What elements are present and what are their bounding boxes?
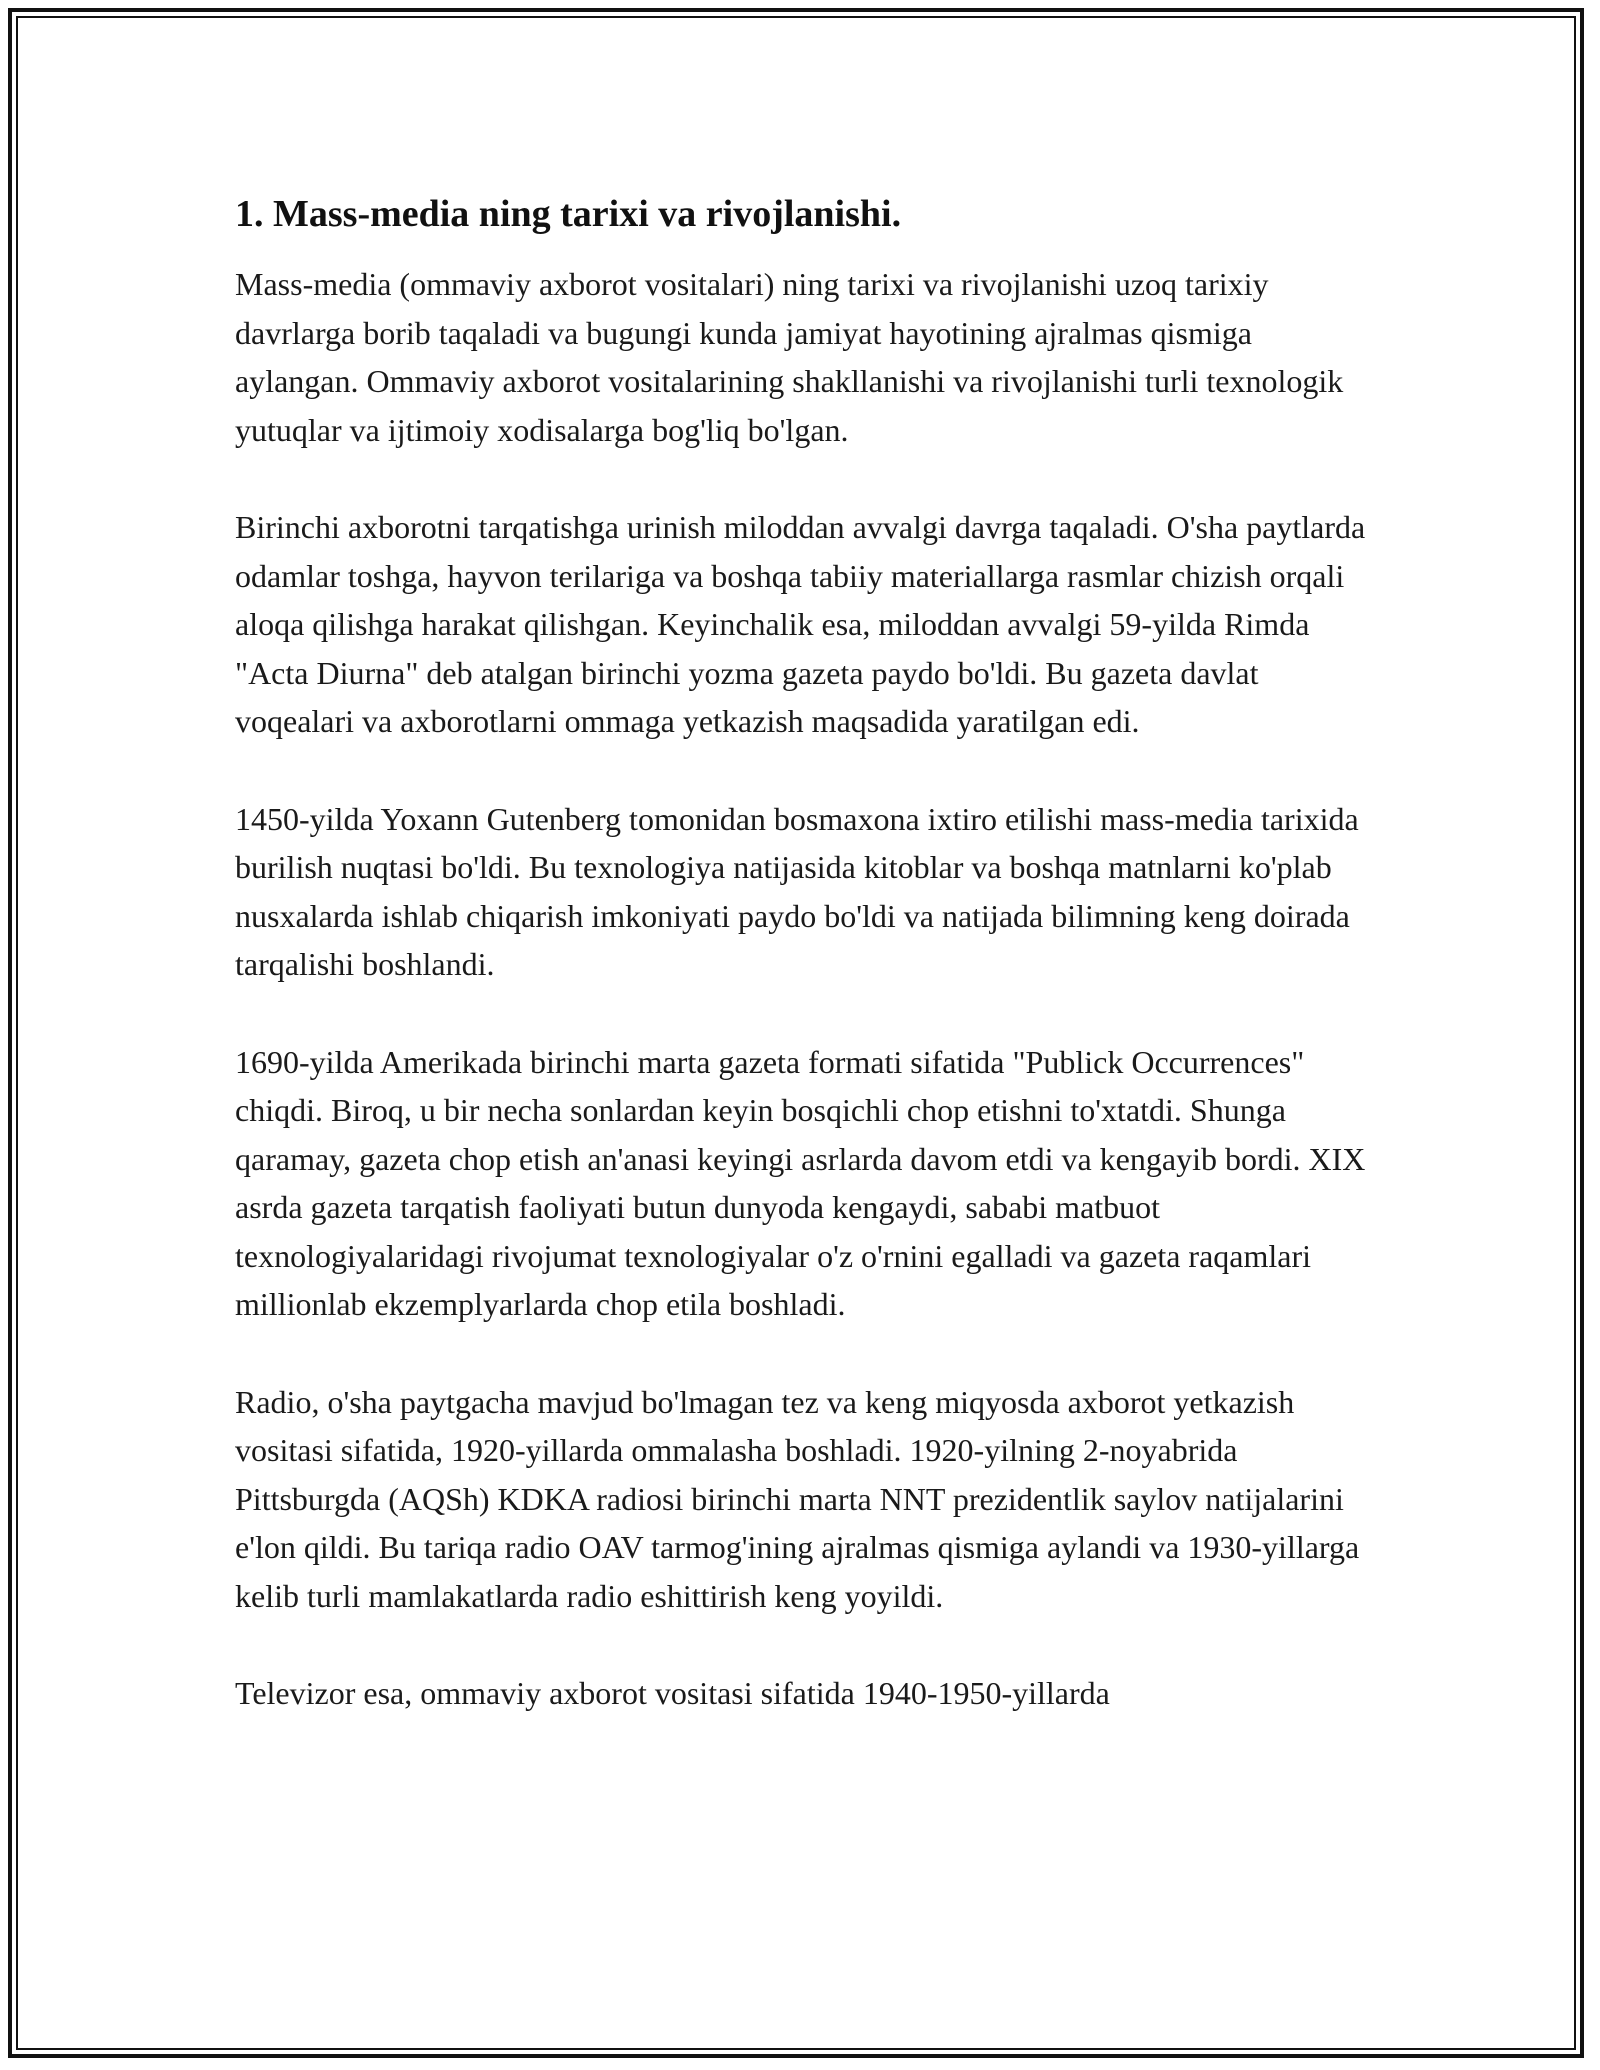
paragraph-2: Birinchi axborotni tarqatishga urinish miloddan avvalgi davrga taqaladi. O'sha paytlarda odamlar toshga, hayvon terilariga va boshqa tabiiy materiallarga rasmlar chizish orqali aloqa qilishga harakat qilishgan. Keyinchalik esa, miloddan avvalgi 59-yilda Rimda "Acta Diurna" deb atalgan birinchi yozma gazeta paydo bo'ldi. Bu gazeta davlat voqealari va axborotlarni ommaga yetkazish maqsadida yaratilgan edi. (235, 509, 1366, 739)
paragraph-6: Televizor esa, ommaviy axborot vositasi sifatida 1940-1950-yillarda (235, 1675, 1110, 1711)
paragraph-3: 1450-yilda Yoxann Gutenberg tomonidan bosmaxona ixtiro etilishi mass-media tarixida burilish nuqtasi bo'ldi. Bu texnologiya natijasida kitoblar va boshqa matnlarni ko'plab nusxalarda ishlab chiqarish imkoniyati paydo bo'ldi va natijada bilimning keng doirada tarqalishi boshlandi. (235, 800, 1359, 982)
document-body (235, 190, 1375, 1767)
paragraph-1: Mass-media (ommaviy axborot vositalari) ning tarixi va rivojlanishi uzoq tarixiy davrlarga borib taqaladi va bugungi kunda jamiyat hayotining ajralmas qismiga aylangan. Ommaviy axborot vositalarining shakllanishi va rivojlanishi turli texnologik yutuqlar va ijtimoiy xodisalarga bog'liq bo'lgan. (235, 266, 1344, 448)
paragraph-4: 1690-yilda Amerikada birinchi marta gazeta formati sifatida "Publick Occurrences" chiqdi. Biroq, u bir necha sonlardan keyin bosqichli chop etishni to'xtatdi. Shunga qaramay, gazeta chop etish an'anasi keyingi asrlarda davom etdi va kengayib bordi. XIX asrda gazeta tarqatish faoliyati butun dunyoda kengaydi, sababi matbuot texnologiyalaridagi rivojumat texnologiyalar o'z o'rnini egalladi va gazeta raqamlari millionlab ekzemplyarlarda chop etila boshladi. (235, 1043, 1366, 1322)
paragraph-5: Radio, o'sha paytgacha mavjud bo'lmagan tez va keng miqyosda axborot yetkazish vositasi sifatida, 1920-yillarda ommalasha boshladi. 1920-yilning 2-noyabrida Pittsburgda (AQSh) KDKA radiosi birinchi marta NNT prezidentlik saylov natijalarini e'lon qildi. Bu tariqa radio OAV tarmog'ining ajralmas qismiga aylandi va 1930-yillarga kelib turli mamlakatlarda radio eshittirish keng yoyildi. (235, 1383, 1360, 1614)
document-title: 1. Mass-media ning tarixi va rivojlanishi. (235, 193, 902, 235)
